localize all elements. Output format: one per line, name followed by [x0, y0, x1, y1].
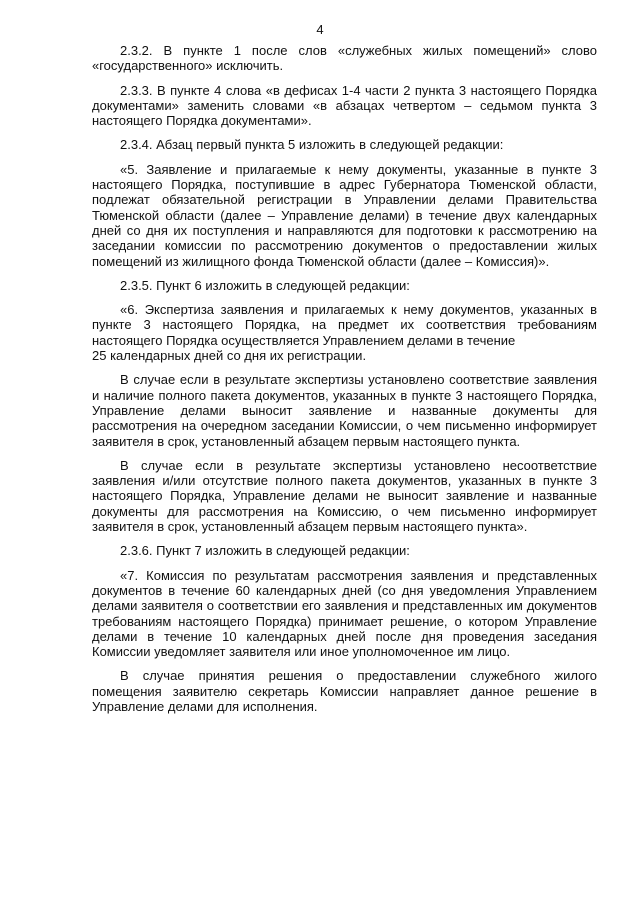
paragraph-item-5-text: «5. Заявление и прилагаемые к нему документы, указанные в пункте 3 настоящего Порядка, поступившие в адрес Губернатора Тюменской области, подлежат обязательной регистрации в Управлении делами Правительства Тюменской области (далее – Управление делами) в течение двух календарных дней со дня их поступления и направляются для подготовки к рассмотрению на заседании комиссии по рассмотрению документов о предоставлении жилых помещений из жилищного фонда Тюменской области (далее – Комиссия)».: [92, 161, 597, 269]
paragraph-item-7-text: «7. Комиссия по результатам рассмотрения заявления и представленных документов в течение 60 календарных дней (со дня уведомления Управлением делами заявителя о соответствии его заявления и представленных им документов требованиям настоящего Порядка) принимает решение, о котором Управление делами в течение 10 календарных дней после дня проведения заседания Комиссии уведомляет заявителя или иное уполномоченное им лицо.: [92, 567, 597, 660]
paragraph-2-3-5: 2.3.5. Пункт 6 изложить в следующей редакции:: [120, 277, 410, 293]
document-body: [92, 43, 597, 723]
paragraph-2-3-3: 2.3.3. В пункте 4 слова «в дефисах 1-4 части 2 пункта 3 настоящего Порядка документами» заменить словами «в абзацах четвертом – седьмом пункта 3 настоящего Порядка документами».: [92, 82, 597, 129]
paragraph-item-6-continuation: 25 календарных дней со дня их регистрации.: [92, 348, 367, 364]
paragraph-item-7-decision: В случае принятия решения о предоставлении служебного жилого помещения заявителю секретарь Комиссии направляет данное решение в Управление делами для исполнения.: [92, 668, 597, 714]
paragraph-2-3-6: 2.3.6. Пункт 7 изложить в следующей редакции:: [120, 543, 410, 559]
paragraph-2-3-4: 2.3.4. Абзац первый пункта 5 изложить в следующей редакции:: [120, 137, 504, 153]
paragraph-2-3-2: 2.3.2. В пункте 1 после слов «служебных жилых помещений» слово «государственного» исключить.: [92, 43, 597, 74]
paragraph-item-6-compliance: В случае если в результате экспертизы установлено соответствие заявления и наличие полного пакета документов, указанных в пункте 3 настоящего Порядка, Управление делами выносит заявление и названные документы для рассмотрения на очередном заседании Комиссии, о чем письменно информирует заявителя в срок, установленный абзацем первым настоящего пункта.: [92, 372, 597, 449]
paragraph-item-6-text: «6. Экспертиза заявления и прилагаемых к нему документов, указанных в пункте 3 настоящего Порядка, на предмет их соответствия требованиям настоящего Порядка осуществляется Управлением делами в течение: [92, 302, 597, 348]
paragraph-item-6-noncompliance: В случае если в результате экспертизы установлено несоответствие заявления и/или отсутствие полного пакета документов, указанных в пункте 3 настоящего Порядка, Управление делами не выносит заявление и названные документы для рассмотрения на Комиссию, о чем письменно информирует заявителя в срок, установленный абзацем первым настоящего пункта».: [92, 457, 597, 535]
page-number: 4: [316, 22, 324, 37]
